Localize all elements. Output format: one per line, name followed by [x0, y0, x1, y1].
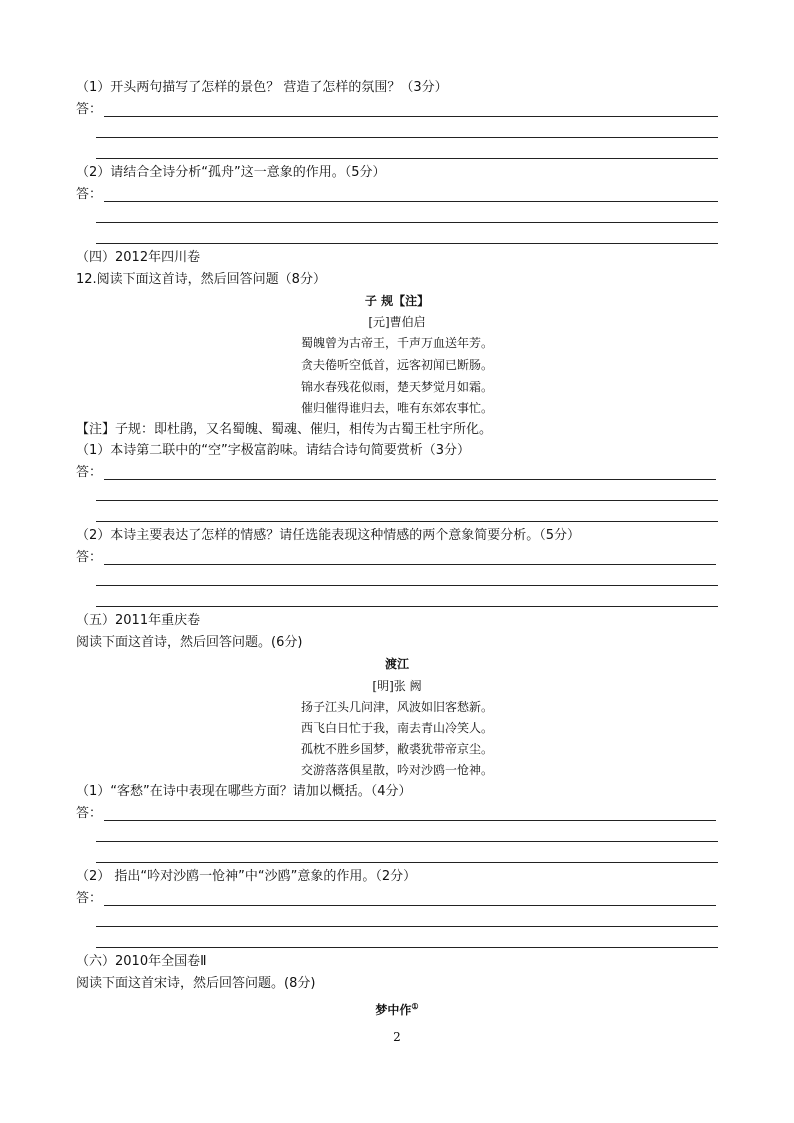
answer-line[interactable]: [96, 243, 718, 244]
page-number: 2: [393, 1030, 401, 1044]
answer-line[interactable]: [96, 606, 718, 607]
poem-line: 锦水春残花似雨，楚天梦觉月如霜。: [300, 380, 493, 394]
poem-title: [0, 998, 794, 1018]
answer-line[interactable]: [96, 500, 718, 501]
poem-line: 催归催得谁归去，唯有东郊农事忙。: [300, 401, 493, 415]
answer-line[interactable]: [96, 947, 718, 948]
poem-line: 交游落落俱星散，吟对沙鸥一怆神。: [300, 763, 493, 777]
note-text: 【注】子规：即杜鹃，又名蜀魄、蜀魂、催归，相传为古蜀王杜宇所化。: [76, 422, 493, 437]
answer-line[interactable]: [96, 862, 718, 863]
answer-label: 答：: [76, 806, 103, 821]
instruction-text: 阅读下面这首宋诗，然后回答问题。(8分): [76, 976, 316, 991]
question-text: （2）请结合全诗分析“孤舟”这一意象的作用。（5分）: [76, 165, 386, 180]
question-text: （2）本诗主要表达了怎样的情感？请任选能表现这种情感的两个意象简要分析。（5分）: [76, 528, 581, 543]
poem-author: [元]曹伯启: [368, 315, 426, 329]
poem-title-text: 梦中作: [375, 1003, 412, 1017]
poem-line: 西飞白日忙于我，南去青山冷笑人。: [300, 721, 493, 735]
answer-label: 答：: [76, 187, 103, 202]
answer-line[interactable]: [104, 564, 716, 565]
poem-title: 渡江: [384, 657, 409, 671]
answer-line[interactable]: [96, 158, 718, 159]
poem-title: 子 规【注】: [364, 294, 430, 308]
answer-line[interactable]: [104, 820, 716, 821]
question-text: （1）“客愁”在诗中表现在哪些方面？请加以概括。（4分）: [76, 784, 412, 799]
instruction-text: 12.阅读下面这首诗，然后回答问题（8分）: [76, 272, 326, 287]
poem-line: 扬子江头几问津，风波如旧客愁新。: [300, 700, 493, 714]
section-heading: （四）2012年四川卷: [76, 250, 201, 265]
answer-line[interactable]: [96, 137, 718, 138]
section-heading: （六）2010年全国卷Ⅱ: [76, 954, 207, 969]
answer-label: 答：: [76, 102, 103, 117]
instruction-text: 阅读下面这首诗，然后回答问题。(6分): [76, 635, 303, 650]
answer-line[interactable]: [96, 926, 718, 927]
question-text: （2） 指出“吟对沙鸥一怆神”中“沙鸥”意象的作用。（2分）: [76, 869, 417, 884]
answer-line[interactable]: [96, 585, 718, 586]
question-text: （1）本诗第二联中的“空”字极富韵味。请结合诗句简要赏析（3分）: [76, 443, 471, 458]
answer-line[interactable]: [104, 479, 716, 480]
answer-line[interactable]: [96, 222, 718, 223]
answer-line[interactable]: [104, 201, 718, 202]
answer-line[interactable]: [96, 841, 718, 842]
answer-label: 答：: [76, 891, 103, 906]
poem-author: [明]张 阙: [372, 679, 422, 693]
answer-line[interactable]: [96, 521, 718, 522]
answer-line[interactable]: [104, 116, 718, 117]
section-heading: （五）2011年重庆卷: [76, 613, 201, 628]
poem-line: 贪夫倦听空低首，远客初闻已断肠。: [300, 358, 493, 372]
answer-label: 答：: [76, 465, 103, 480]
poem-line: 蜀魄曾为古帝王，千声万血送年芳。: [300, 336, 493, 350]
answer-label: 答：: [76, 550, 103, 565]
poem-line: 孤枕不胜乡国梦，敝裘犹带帝京尘。: [300, 742, 493, 756]
question-text: （1）开头两句描写了怎样的景色？ 营造了怎样的氛围？（3分）: [76, 80, 448, 95]
footnote-mark: ①: [411, 1001, 419, 1011]
answer-line[interactable]: [104, 905, 716, 906]
